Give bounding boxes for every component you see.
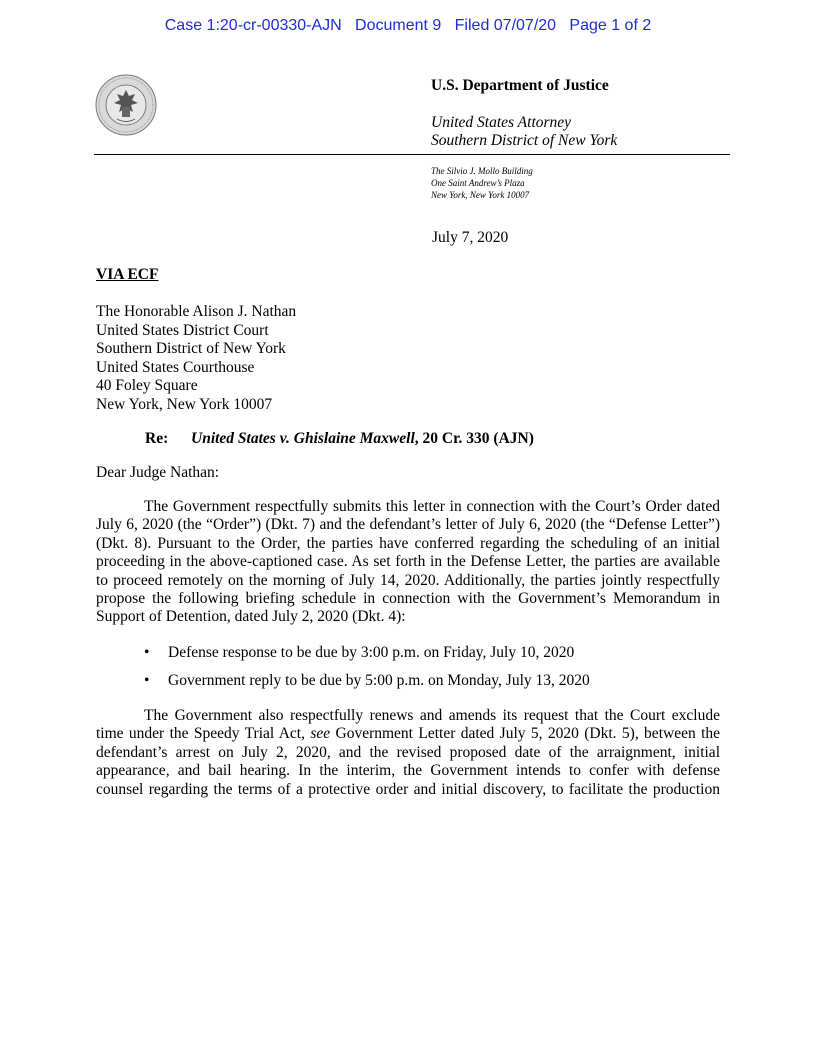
schedule-bullet bbox=[144, 672, 590, 690]
doj-seal-logo bbox=[95, 74, 157, 136]
letter-date: July 7, 2020 bbox=[432, 229, 509, 246]
office-address-line: One Saint Andrew’s Plaza bbox=[431, 178, 525, 188]
addressee-line: United States District Court bbox=[96, 321, 269, 339]
addressee-line: The Honorable Alison J. Nathan bbox=[96, 303, 297, 320]
schedule-bullet bbox=[144, 644, 574, 662]
paragraph-line bbox=[96, 725, 720, 743]
bullet-marker: • bbox=[144, 644, 150, 661]
paragraph-line: propose the following briefing schedule in connection with the Government’s Memorandum in bbox=[96, 589, 720, 607]
bullet-text: Defense response to be due by 3:00 p.m. on Friday, July 10, 2020 bbox=[168, 644, 575, 661]
office-address-line: The Silvio J. Mollo Building bbox=[431, 166, 533, 176]
paragraph-line: The Government also respectfully renews and amends its request that the Court exclude bbox=[144, 707, 720, 724]
body-paragraph-1 bbox=[96, 498, 720, 627]
case-number: , 20 Cr. 330 (AJN) bbox=[414, 430, 534, 447]
subject-line bbox=[145, 430, 534, 448]
paragraph-line: appearance, and bail hearing. In the interim, the Government intends to confer with defense bbox=[96, 762, 720, 780]
bullet-marker: • bbox=[144, 672, 150, 689]
addressee-line: Southern District of New York bbox=[96, 340, 286, 358]
bullet-text: Government reply to be due by 5:00 p.m. on Monday, July 13, 2020 bbox=[168, 672, 590, 689]
body-paragraph-2 bbox=[96, 707, 720, 799]
office-title: United States Attorney bbox=[431, 114, 572, 131]
subject-label: Re: bbox=[145, 430, 169, 447]
office-address-line: New York, New York 10007 bbox=[431, 190, 530, 200]
paragraph-line: The Government respectfully submits this letter in connection with the Court’s Order dated bbox=[144, 498, 720, 515]
paragraph-line: to proceed remotely on the morning of July 14, 2020. Additionally, the parties jointly respectfully bbox=[96, 571, 720, 589]
paragraph-line: (Dkt. 8). Pursuant to the Order, the parties have conferred regarding the scheduling of an initial bbox=[96, 534, 720, 552]
paragraph-text: Government Letter dated July 5, 2020 (Dkt. 5), between the bbox=[330, 725, 720, 743]
department-name: U.S. Department of Justice bbox=[431, 77, 609, 94]
paragraph-line: counsel regarding the terms of a protective order and initial discovery, to facilitate the production bbox=[96, 780, 720, 798]
case-name: United States v. Ghislaine Maxwell bbox=[191, 430, 415, 447]
case-header-stamp: Case 1:20-cr-00330-AJN Document 9 Filed 07/07/20 Page 1 of 2 bbox=[164, 17, 652, 34]
paragraph-line: Support of Detention, dated July 2, 2020 (Dkt. 4): bbox=[96, 608, 406, 626]
paragraph-line: proceeding in the above-captioned case. As set forth in the Defense Letter, the parties are available bbox=[96, 553, 720, 571]
delivery-method: VIA ECF bbox=[96, 266, 159, 283]
paragraph-italic-text: see bbox=[310, 725, 331, 743]
paragraph-text: time under the Speedy Trial Act, bbox=[96, 725, 311, 743]
addressee-line: 40 Foley Square bbox=[96, 377, 198, 395]
addressee-line: United States Courthouse bbox=[96, 358, 255, 376]
letterhead-divider bbox=[94, 154, 730, 155]
salutation: Dear Judge Nathan: bbox=[96, 464, 220, 481]
paragraph-line: July 6, 2020 (the “Order”) (Dkt. 7) and the defendant’s letter of July 6, 2020 (the “Defense Letter”) bbox=[96, 516, 720, 534]
addressee-block bbox=[96, 303, 296, 415]
office-district: Southern District of New York bbox=[431, 132, 618, 149]
addressee-line: New York, New York 10007 bbox=[96, 395, 273, 413]
paragraph-line: defendant’s arrest on July 2, 2020, and the revised proposed date of the arraignment, initial bbox=[96, 743, 720, 761]
